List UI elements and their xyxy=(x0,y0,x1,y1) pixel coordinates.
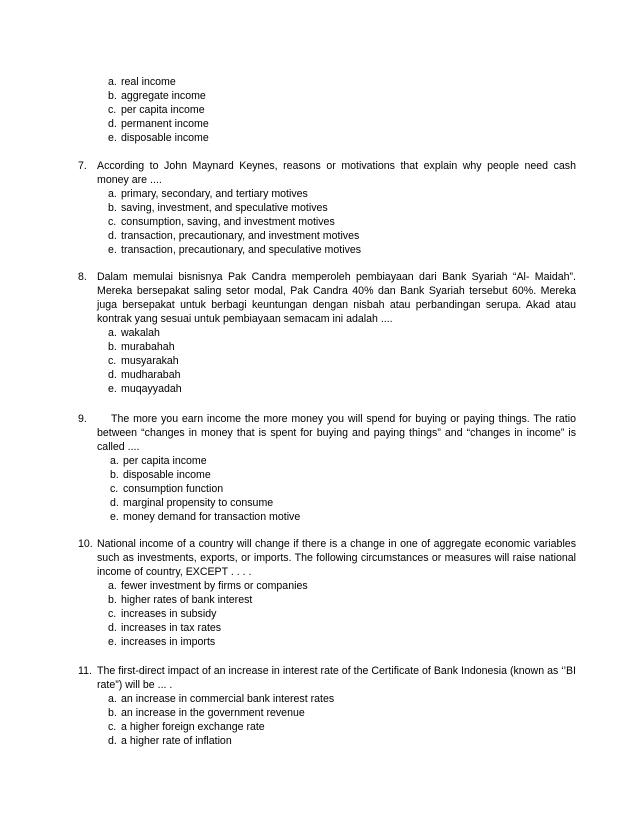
option-item xyxy=(108,75,209,89)
option-letter: c. xyxy=(108,608,117,620)
option-letter: c. xyxy=(108,216,117,228)
question-10 xyxy=(78,537,576,649)
option-text: consumption function xyxy=(123,483,224,495)
option-text: higher rates of bank interest xyxy=(121,594,253,606)
option-letter: d. xyxy=(108,735,117,747)
option-item xyxy=(108,720,576,734)
question-7 xyxy=(78,159,576,257)
option-item xyxy=(108,579,576,593)
option-item xyxy=(108,621,576,635)
option-text: an increase in commercial bank interest rates xyxy=(121,693,335,705)
question-9 xyxy=(78,412,576,524)
option-item xyxy=(110,468,576,482)
option-text: fewer investment by firms or companies xyxy=(121,580,308,592)
option-text: a higher foreign exchange rate xyxy=(121,721,265,733)
option-text: real income xyxy=(121,76,176,88)
option-item xyxy=(108,354,576,368)
question-number: 10. xyxy=(78,538,93,550)
option-item xyxy=(108,215,576,229)
option-letter: c. xyxy=(108,355,117,367)
option-item xyxy=(108,706,576,720)
question-text: The more you earn income the more money you will spend for buying or paying things. The ratio between “changes in money that is spent for buying and paying things” and “changes in income” is called .... xyxy=(97,413,576,453)
option-text: disposable income xyxy=(123,469,211,481)
option-text: money demand for transaction motive xyxy=(123,511,301,523)
option-item xyxy=(108,131,209,145)
option-letter: b. xyxy=(108,341,117,353)
option-text: increases in tax rates xyxy=(121,622,222,634)
option-letter: a. xyxy=(108,327,117,339)
option-text: per capita income xyxy=(121,104,205,116)
option-letter: e. xyxy=(108,636,117,648)
option-item xyxy=(108,117,209,131)
option-text: permanent income xyxy=(121,118,209,130)
question-8 xyxy=(78,270,576,396)
option-text: disposable income xyxy=(121,132,209,144)
option-text: an increase in the government revenue xyxy=(121,707,305,719)
option-text: transaction, precautionary, and investment motives xyxy=(121,230,360,242)
option-item xyxy=(110,496,576,510)
option-item xyxy=(110,482,576,496)
option-text: primary, secondary, and tertiary motives xyxy=(121,188,308,200)
option-text: murabahah xyxy=(121,341,175,353)
option-letter: c. xyxy=(108,104,117,116)
option-letter: d. xyxy=(108,118,117,130)
option-text: saving, investment, and speculative motives xyxy=(121,202,328,214)
question-text: Dalam memulai bisnisnya Pak Candra memperoleh pembiayaan dari Bank Syariah “Al- Maidah”. Mereka bersepakat saling setor modal, Pak Candra 40% dan Bank Syariah tersebut 60%. Mereka juga bersepakat untuk berbagi keuntungan dengan nisbah atau perbandingan serupa. Akad atau kontrak yang sesuai untuk pembiayaan semacam ini adalah .... xyxy=(97,271,576,325)
option-text: per capita income xyxy=(123,455,207,467)
option-text: consumption, saving, and investment motives xyxy=(121,216,335,228)
question-number: 8. xyxy=(78,271,87,283)
option-text: increases in subsidy xyxy=(121,608,217,620)
option-letter: b. xyxy=(108,90,117,102)
option-item xyxy=(108,607,576,621)
option-item xyxy=(108,382,576,396)
question-number: 9. xyxy=(78,413,87,425)
option-text: musyarakah xyxy=(121,355,179,367)
option-item xyxy=(108,201,576,215)
option-text: mudharabah xyxy=(121,369,181,381)
question-text: According to John Maynard Keynes, reasons or motivations that explain why people need cash money are .... xyxy=(97,160,576,186)
option-letter: a. xyxy=(108,580,117,592)
option-text: muqayyadah xyxy=(121,383,182,395)
question-number: 7. xyxy=(78,160,87,172)
option-letter: b. xyxy=(108,594,117,606)
option-letter: d. xyxy=(108,622,117,634)
question-options xyxy=(108,692,576,748)
option-text: transaction, precautionary, and speculative motives xyxy=(121,244,362,256)
carry-over-options xyxy=(108,75,209,145)
option-item xyxy=(108,340,576,354)
option-letter: e. xyxy=(110,511,119,523)
option-text: increases in imports xyxy=(121,636,216,648)
question-11 xyxy=(78,664,576,748)
question-options xyxy=(108,326,576,396)
option-letter: c. xyxy=(108,721,117,733)
option-text: marginal propensity to consume xyxy=(123,497,274,509)
option-item xyxy=(108,734,576,748)
option-letter: b. xyxy=(108,202,117,214)
option-item xyxy=(108,187,576,201)
question-options xyxy=(108,579,576,649)
option-letter: e. xyxy=(108,383,117,395)
option-text: a higher rate of inflation xyxy=(121,735,232,747)
question-number: 11. xyxy=(78,665,92,677)
option-letter: b. xyxy=(108,707,117,719)
option-item xyxy=(108,326,576,340)
option-item xyxy=(108,103,209,117)
option-item xyxy=(108,635,576,649)
option-letter: a. xyxy=(108,76,117,88)
option-item xyxy=(110,510,576,524)
option-letter: c. xyxy=(110,483,119,495)
option-letter: d. xyxy=(108,369,117,381)
option-letter: a. xyxy=(108,188,117,200)
option-letter: e. xyxy=(108,244,117,256)
question-text: National income of a country will change if there is a change in one of aggregate economic variables such as investments, exports, or imports. The following circumstances or measures will raise national income of country, EXCEPT . . . . xyxy=(97,538,576,578)
option-item xyxy=(110,454,576,468)
option-letter: a. xyxy=(108,693,117,705)
option-text: wakalah xyxy=(121,327,160,339)
option-item xyxy=(108,692,576,706)
option-item xyxy=(108,243,576,257)
question-options xyxy=(110,454,576,524)
option-item xyxy=(108,593,576,607)
option-letter: b. xyxy=(110,469,119,481)
option-letter: d. xyxy=(110,497,119,509)
option-item xyxy=(108,229,576,243)
question-text: The first-direct impact of an increase in interest rate of the Certificate of Bank Indonesia (known as ‘’BI rate”) will be ... . xyxy=(97,665,576,691)
option-item xyxy=(108,89,209,103)
option-item xyxy=(108,368,576,382)
question-options xyxy=(108,187,576,257)
option-letter: a. xyxy=(110,455,119,467)
option-text: aggregate income xyxy=(121,90,206,102)
option-letter: d. xyxy=(108,230,117,242)
option-letter: e. xyxy=(108,132,117,144)
